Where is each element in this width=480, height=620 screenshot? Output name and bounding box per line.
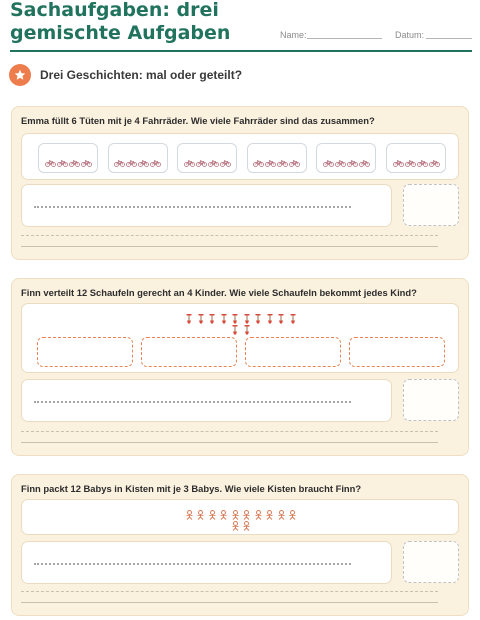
shovel-icon xyxy=(198,311,204,329)
baby-icon xyxy=(254,507,263,525)
bag xyxy=(316,143,376,173)
task-2-work-area[interactable] xyxy=(21,379,392,422)
bicycle-icon xyxy=(289,154,300,172)
baby-icon xyxy=(185,507,194,525)
child-share-box[interactable] xyxy=(37,337,133,367)
shovel-icon xyxy=(267,311,273,329)
task-2-writing-lines[interactable] xyxy=(21,431,438,443)
bicycle-icon xyxy=(196,154,207,172)
bicycle-icon xyxy=(184,154,195,172)
header-rule xyxy=(10,50,472,52)
bag xyxy=(38,143,98,173)
date-line xyxy=(426,38,472,39)
bag xyxy=(177,143,237,173)
task-1-question: Emma füllt 6 Tüten mit je 4 Fahrräder. Wie viele Fahrräder sind das zusammen? xyxy=(21,115,375,126)
bicycle-icon xyxy=(81,154,92,172)
child-share-box[interactable] xyxy=(141,337,237,367)
bag xyxy=(386,143,446,173)
baby-icon xyxy=(265,507,274,525)
bicycle-icon xyxy=(138,154,149,172)
task-1-work-area[interactable] xyxy=(21,184,392,227)
shovel-icon xyxy=(278,311,284,329)
name-label: Name: xyxy=(280,30,307,40)
bicycle-icon xyxy=(265,154,276,172)
dotted-guide xyxy=(34,401,351,403)
title-line-1: Sachaufgaben: drei xyxy=(10,0,219,21)
baby-icon xyxy=(231,518,240,536)
bicycle-icon xyxy=(45,154,56,172)
bicycle-icon xyxy=(253,154,264,172)
task-3-writing-lines[interactable] xyxy=(21,591,438,603)
bicycle-icon xyxy=(359,154,370,172)
title-line-2: gemischte Aufgaben xyxy=(10,22,231,44)
task-3-answer-box[interactable] xyxy=(403,541,459,583)
bicycle-icon xyxy=(405,154,416,172)
shovel-icon xyxy=(186,311,192,329)
bicycle-icon xyxy=(57,154,68,172)
baby-icon xyxy=(196,507,205,525)
bicycle-icon xyxy=(347,154,358,172)
task-2-question: Finn verteilt 12 Schaufeln gerecht an 4 Kinder. Wie viele Schaufeln bekommt jedes Kind? xyxy=(21,287,417,298)
baby-icon xyxy=(219,507,228,525)
shovel-icon xyxy=(209,311,215,329)
child-share-box[interactable] xyxy=(349,337,445,367)
shovel-icon xyxy=(290,311,296,329)
date-label: Datum: xyxy=(395,30,425,40)
child-share-box[interactable] xyxy=(245,337,341,367)
star-icon xyxy=(9,64,31,86)
task-3-work-area[interactable] xyxy=(21,541,392,584)
baby-icon xyxy=(277,507,286,525)
bag xyxy=(247,143,307,173)
baby-icon xyxy=(242,518,251,536)
task-card-2 xyxy=(11,278,469,456)
shovel-icon xyxy=(255,311,261,329)
task-card-1 xyxy=(11,106,469,260)
task-1-writing-lines[interactable] xyxy=(21,235,438,247)
bicycle-icon xyxy=(323,154,334,172)
task-1-answer-box[interactable] xyxy=(403,184,459,226)
bicycle-icon xyxy=(429,154,440,172)
bicycle-icon xyxy=(126,154,137,172)
baby-icon xyxy=(288,507,297,525)
dotted-guide xyxy=(34,563,351,565)
bicycle-icon xyxy=(150,154,161,172)
bicycle-icon xyxy=(208,154,219,172)
bicycle-icon xyxy=(114,154,125,172)
worksheet-header xyxy=(10,0,472,54)
shovels-box xyxy=(21,303,459,373)
worksheet-title xyxy=(10,0,270,45)
babies-box xyxy=(21,499,459,535)
bicycle-icon xyxy=(393,154,404,172)
bicycle-icon xyxy=(277,154,288,172)
name-line xyxy=(307,38,382,39)
bags-box xyxy=(21,133,459,180)
bicycle-icon xyxy=(220,154,231,172)
task-2-answer-box[interactable] xyxy=(403,379,459,421)
bicycle-icon xyxy=(417,154,428,172)
shovel-icon xyxy=(221,311,227,329)
bag xyxy=(108,143,168,173)
section-subtitle: Drei Geschichten: mal oder geteilt? xyxy=(40,68,243,82)
bicycle-icon xyxy=(69,154,80,172)
task-card-3 xyxy=(11,474,469,616)
baby-icon xyxy=(208,507,217,525)
dotted-guide xyxy=(34,206,351,208)
bicycle-icon xyxy=(335,154,346,172)
task-3-question: Finn packt 12 Babys in Kisten mit je 3 Babys. Wie viele Kisten braucht Finn? xyxy=(21,483,362,494)
